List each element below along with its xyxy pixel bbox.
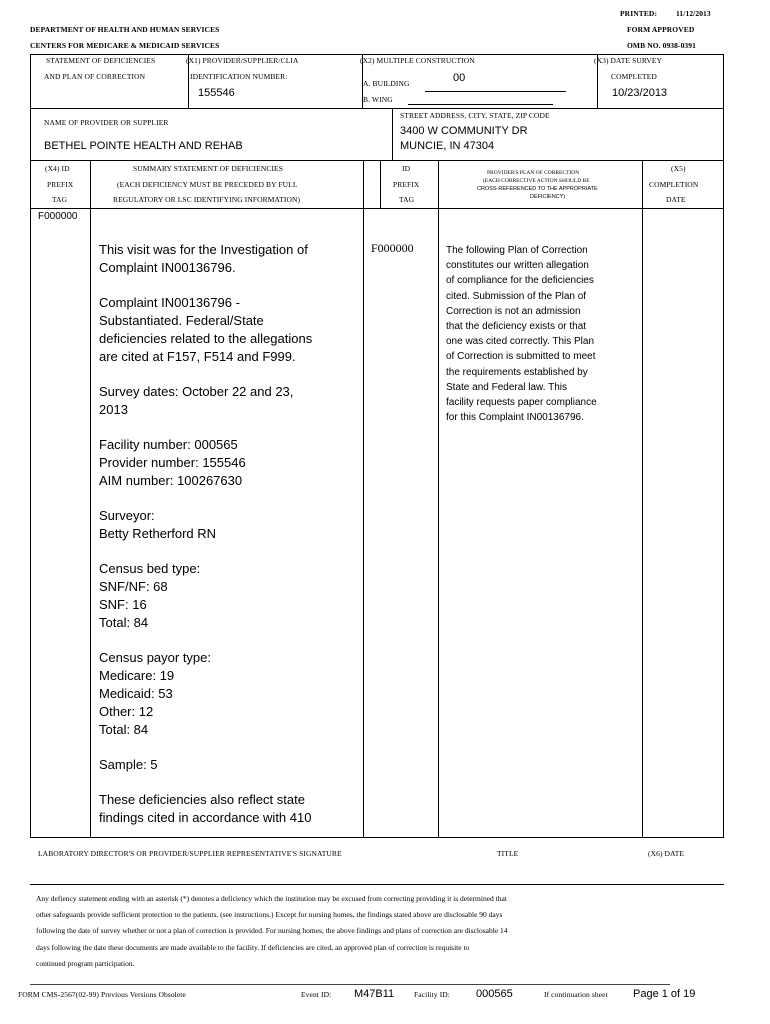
summary-line: SNF: 16	[99, 597, 147, 612]
x1-label-2: IDENTIFICATION NUMBER:	[190, 72, 288, 81]
plan-line: cited. Submission of the Plan of	[446, 290, 587, 302]
poc-header-4: DEFICIENCY)	[530, 194, 566, 200]
summary-paragraph	[99, 560, 361, 632]
wing-label: B. WING	[363, 95, 393, 104]
address-label: STREET ADDRESS, CITY, STATE, ZIP CODE	[400, 111, 550, 120]
printed-label: PRINTED:	[620, 9, 658, 18]
cms-title: CENTERS FOR MEDICARE & MEDICAID SERVICES	[30, 41, 220, 50]
id-header-2: PREFIX	[393, 180, 420, 189]
summary-line: Substantiated. Federal/State	[99, 313, 264, 328]
x4-header-2: PREFIX	[47, 180, 74, 189]
poc-header-3: CROSS-REFERENCED TO THE APPROPRIATE	[477, 186, 598, 192]
summary-paragraph	[99, 383, 361, 419]
title-label: TITLE	[497, 849, 519, 858]
summary-line: This visit was for the Investigation of	[99, 242, 308, 257]
page-number: Page 1 of 19	[633, 988, 696, 1000]
summary-line: Complaint IN00136796 -	[99, 295, 240, 310]
summary-line: These deficiencies also reflect state	[99, 792, 305, 807]
provider-id-value: 155546	[198, 87, 235, 99]
x5-header-1: (X5)	[671, 164, 686, 173]
plan-line: Correction is not an admission	[446, 305, 581, 317]
x3-label-2: COMPLETED	[611, 72, 657, 81]
omb-number: OMB NO. 0938-0391	[627, 41, 696, 50]
statement-label-2: AND PLAN OF CORRECTION	[44, 72, 146, 81]
signature-label: LABORATORY DIRECTOR'S OR PROVIDER/SUPPLIER REPRESENTATIVE'S SIGNATURE	[38, 849, 342, 858]
x5-header-3: DATE	[666, 195, 686, 204]
right-prefix-tag: F000000	[371, 241, 414, 255]
plan-line: for this Complaint IN00136796.	[446, 412, 584, 424]
summary-line: Complaint IN00136796.	[99, 260, 236, 275]
building-value: 00	[453, 72, 466, 84]
plan-line: The following Plan of Correction	[446, 245, 588, 256]
provider-name-label: NAME OF PROVIDER OR SUPPLIER	[44, 118, 169, 127]
x1-label-1: (X1) PROVIDER/SUPPLIER/CLIA	[186, 56, 299, 65]
summary-line: findings cited in accordance with 410	[99, 810, 312, 825]
id-header-3: TAG	[399, 195, 415, 204]
summary-line: Facility number: 000565	[99, 437, 238, 452]
left-prefix-tag: F000000	[38, 211, 78, 222]
plan-line: constitutes our written allegation	[446, 260, 589, 272]
x4-header-3: TAG	[52, 195, 68, 204]
address-line-1: 3400 W COMMUNITY DR	[400, 125, 528, 137]
summary-statement	[99, 241, 361, 844]
summary-line: AIM number: 100267630	[99, 473, 243, 488]
summary-line: Total: 84	[99, 722, 149, 737]
summary-line: Medicaid: 53	[99, 686, 173, 701]
plan-line: of Correction is submitted to meet	[446, 351, 596, 363]
plan-line: one was cited correctly. This Plan	[446, 336, 595, 348]
department-title: DEPARTMENT OF HEALTH AND HUMAN SERVICES	[30, 25, 220, 34]
summary-line: Survey dates: October 22 and 23,	[99, 384, 294, 399]
disclaimer-line: following the date of survey whether or not a plan of correction is provided. For nursing homes, the above findings and plans of correction are disclosable 14	[36, 926, 508, 936]
poc-header-1: PROVIDER'S PLAN OF CORRECTION	[487, 170, 580, 176]
form-number: FORM CMS-2567(02-99) Previous Versions Obsolete	[18, 990, 186, 999]
id-header-1: ID	[402, 164, 411, 173]
summary-paragraph	[99, 507, 361, 543]
plan-line: of compliance for the deficiencies	[446, 275, 594, 287]
x5-header-2: COMPLETION	[649, 180, 699, 189]
summary-line: Census bed type:	[99, 561, 201, 576]
disclaimer-line: other safeguards provide sufficient protection to the patients. (see instructions.) Except for nursing homes, the findings stated above are disclosable 90 days	[36, 910, 503, 920]
plan-line: State and Federal law. This	[446, 381, 567, 393]
event-id-value: M47B11	[354, 988, 395, 1000]
plan-of-correction	[446, 243, 636, 425]
plan-line: the requirements established by	[446, 366, 588, 378]
summary-line: Sample: 5	[99, 757, 158, 772]
facility-id-label: Facility ID:	[414, 990, 450, 999]
summary-line: deficiencies related to the allegations	[99, 331, 313, 346]
plan-line: that the deficiency exists or that	[446, 321, 587, 333]
plan-line: facility requests paper compliance	[446, 397, 597, 409]
x2-label: (X2) MULTIPLE CONSTRUCTION	[360, 56, 475, 65]
summary-header-2: (EACH DEFICIENCY MUST BE PRECEDED BY FULL	[117, 180, 298, 189]
printed-date: 11/12/2013	[676, 9, 711, 18]
summary-line: Provider number: 155546	[99, 455, 246, 470]
summary-line: Census payor type:	[99, 650, 212, 665]
disclaimer-line: Any defiency statement ending with an asterisk (*) denotes a deficiency which the institution may be excused from correcting providing it is determined that	[36, 894, 507, 903]
summary-line: Medicare: 19	[99, 668, 175, 683]
summary-paragraph	[99, 294, 361, 366]
summary-line: Other: 12	[99, 704, 154, 719]
disclaimer-line: continued program participation.	[36, 958, 135, 968]
provider-name: BETHEL POINTE HEALTH AND REHAB	[44, 140, 243, 152]
summary-line: Total: 84	[99, 615, 149, 630]
summary-line: 2013	[99, 402, 128, 417]
summary-line: Surveyor:	[99, 508, 155, 523]
survey-date-value: 10/23/2013	[612, 87, 668, 99]
disclaimer-line: days following the date these documents are made available to the facility. If deficiencies are cited, an approved plan of correction is requisite to	[36, 942, 470, 952]
building-label: A. BUILDING	[363, 79, 410, 88]
summary-line: are cited at F157, F514 and F999.	[99, 349, 296, 364]
statement-label-1: STATEMENT OF DEFICIENCIES	[46, 56, 156, 65]
summary-paragraph	[99, 241, 361, 277]
summary-line: SNF/NF: 68	[99, 579, 168, 594]
address-line-2: MUNCIE, IN 47304	[400, 140, 495, 152]
form-approved: FORM APPROVED	[627, 25, 695, 34]
facility-id-value: 000565	[476, 988, 513, 1000]
event-id-label: Event ID:	[301, 990, 332, 999]
x4-header-1: (X4) ID	[45, 164, 70, 173]
poc-header-2: (EACH CORRECTIVE ACTION SHOULD BE	[483, 178, 590, 184]
date-label: (X6) DATE	[648, 849, 685, 858]
continuation-label: If continuation sheet	[544, 990, 608, 999]
summary-paragraph	[99, 649, 361, 739]
summary-header-1: SUMMARY STATEMENT OF DEFICIENCIES	[133, 164, 284, 173]
summary-paragraph	[99, 756, 361, 774]
summary-line: Betty Retherford RN	[99, 526, 217, 541]
disclaimer-text	[36, 891, 722, 972]
summary-paragraph	[99, 436, 361, 490]
summary-header-3: REGULATORY OR LSC IDENTIFYING INFORMATION)	[113, 195, 301, 204]
summary-paragraph	[99, 791, 361, 827]
x3-label-1: (X3) DATE SURVEY	[594, 56, 663, 65]
